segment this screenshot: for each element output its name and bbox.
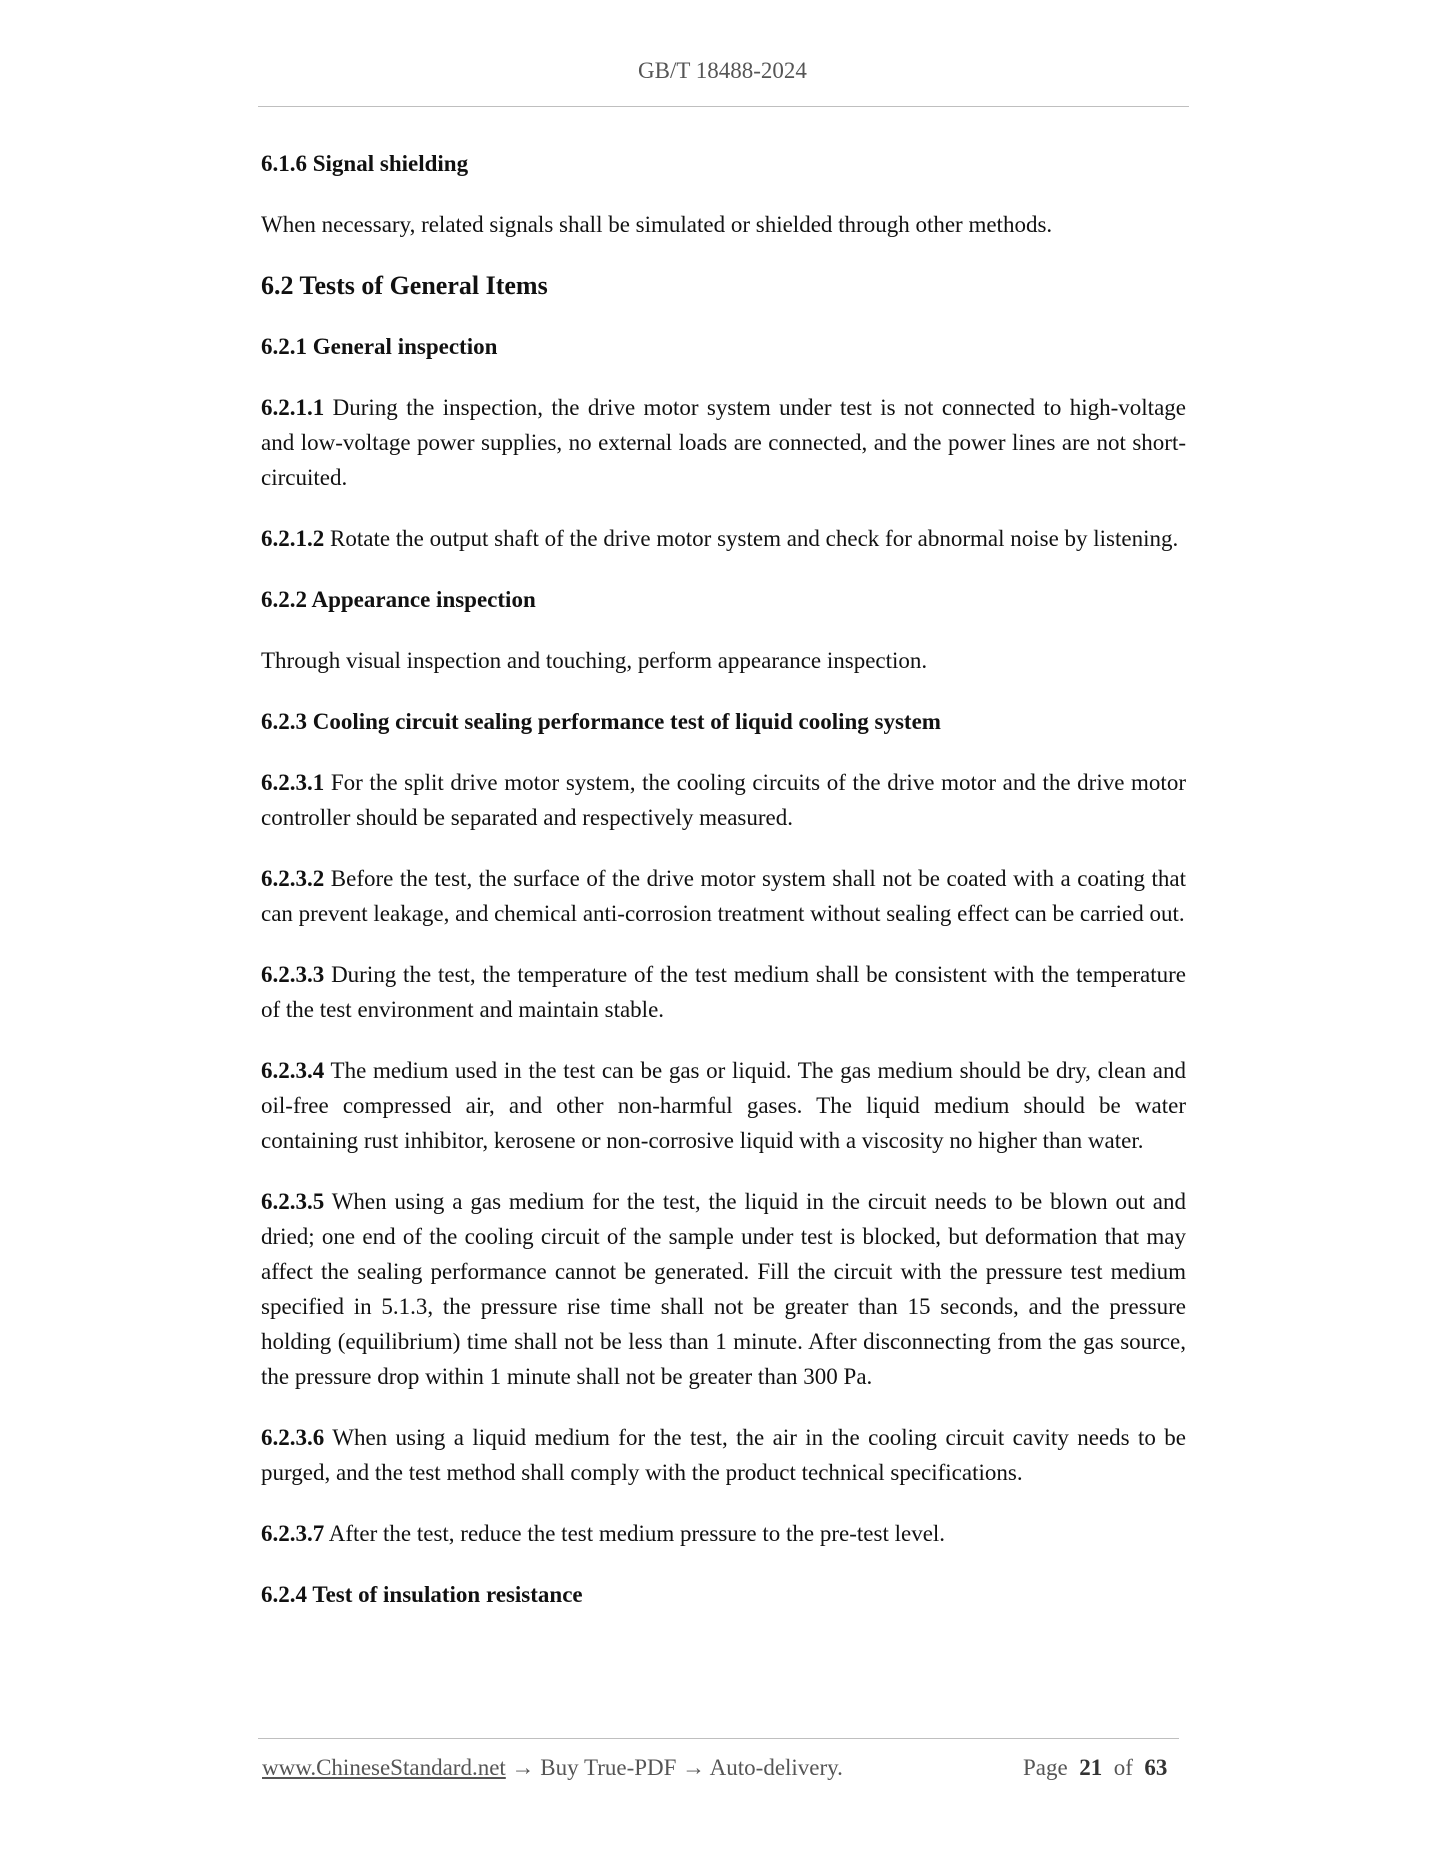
- of-label: of: [1113, 1755, 1133, 1780]
- paragraph-6-2-2: Through visual inspection and touching, perform appearance inspection.: [261, 648, 928, 673]
- heading-6-2-2: 6.2.2 Appearance inspection: [261, 587, 536, 612]
- clause-6-2-3-3: [261, 957, 1186, 1027]
- footer-divider: [258, 1738, 1179, 1739]
- total-page-count: 63: [1144, 1755, 1168, 1780]
- footer-promo-text: → Buy True-PDF → Auto-delivery.: [505, 1755, 843, 1780]
- paragraph-6-1-6: When necessary, related signals shall be simulated or shielded through other methods.: [261, 212, 1053, 237]
- clause-text: The medium used in the test can be gas or liquid. The gas medium should be dry, clean and oil-free compressed air, and other non-harmful gases. The liquid medium should be water containing rust inhibitor, kerosene or non-corrosive liquid with a viscosity no higher than water.: [261, 1058, 1186, 1153]
- website-link[interactable]: www.ChineseStandard.net: [262, 1755, 506, 1780]
- heading-6-2-1: 6.2.1 General inspection: [261, 334, 498, 359]
- current-page-number: 21: [1079, 1755, 1103, 1780]
- clause-number: 6.2.3.7: [261, 1521, 325, 1546]
- clause-6-2-3-7: [261, 1516, 1186, 1551]
- clause-6-2-3-2: [261, 861, 1186, 931]
- footer-promo: [262, 1755, 843, 1781]
- clause-number: 6.2.3.2: [261, 866, 325, 891]
- clause-6-2-3-5: [261, 1184, 1186, 1394]
- clause-text: When using a liquid medium for the test, the air in the cooling circuit cavity needs to be purged, and the test method shall comply with the product technical specifications.: [261, 1425, 1186, 1485]
- clause-text: During the test, the temperature of the test medium shall be consistent with the temperature of the test environment and maintain stable.: [261, 962, 1186, 1022]
- clause-6-2-3-4: [261, 1053, 1186, 1158]
- clause-number: 6.2.3.3: [261, 962, 325, 987]
- header-divider: [258, 106, 1189, 107]
- clause-text: After the test, reduce the test medium pressure to the pre-test level.: [324, 1521, 946, 1546]
- clause-number: 6.2.3.5: [261, 1189, 325, 1214]
- clause-text: When using a gas medium for the test, the liquid in the circuit needs to be blown out and dried; one end of the cooling circuit of the sample under test is blocked, but deformation that may affect the sealing performance cannot be generated. Fill the circuit with the pressure test medium specified in 5.1.3, the pressure rise time shall not be greater than 15 seconds, and the pressure holding (equilibrium) time shall not be less than 1 minute. After disconnecting from the gas source, the pressure drop within 1 minute shall not be greater than 300 Pa.: [261, 1189, 1186, 1389]
- clause-6-2-1-1: [261, 390, 1186, 495]
- clause-6-2-3-6: [261, 1420, 1186, 1490]
- clause-number: 6.2.3.1: [261, 770, 325, 795]
- heading-6-2: 6.2 Tests of General Items: [261, 271, 548, 300]
- clause-6-2-1-2: [261, 521, 1186, 556]
- clause-text: During the inspection, the drive motor system under test is not connected to high-voltage and low-voltage power supplies, no external loads are connected, and the power lines are not short-circuited.: [261, 395, 1186, 490]
- clause-6-2-3-1: [261, 765, 1186, 835]
- clause-text: Rotate the output shaft of the drive motor system and check for abnormal noise by listening.: [324, 526, 1179, 551]
- heading-6-1-6: 6.1.6 Signal shielding: [261, 151, 469, 176]
- clause-number: 6.2.3.6: [261, 1425, 325, 1450]
- page-indicator: [1023, 1755, 1167, 1781]
- clause-number: 6.2.1.1: [261, 395, 325, 420]
- heading-6-2-4: 6.2.4 Test of insulation resistance: [261, 1582, 583, 1607]
- clause-number: 6.2.1.2: [261, 526, 325, 551]
- document-header-title: GB/T 18488-2024: [638, 58, 807, 83]
- document-body: [261, 146, 1186, 1638]
- heading-6-2-3: 6.2.3 Cooling circuit sealing performance test of liquid cooling system: [261, 709, 941, 734]
- clause-text: Before the test, the surface of the drive motor system shall not be coated with a coating that can prevent leakage, and chemical anti-corrosion treatment without sealing effect can be carried out.: [261, 866, 1186, 926]
- page-label: Page: [1023, 1755, 1068, 1780]
- clause-number: 6.2.3.4: [261, 1058, 325, 1083]
- clause-text: For the split drive motor system, the cooling circuits of the drive motor and the drive motor controller should be separated and respectively measured.: [261, 770, 1186, 830]
